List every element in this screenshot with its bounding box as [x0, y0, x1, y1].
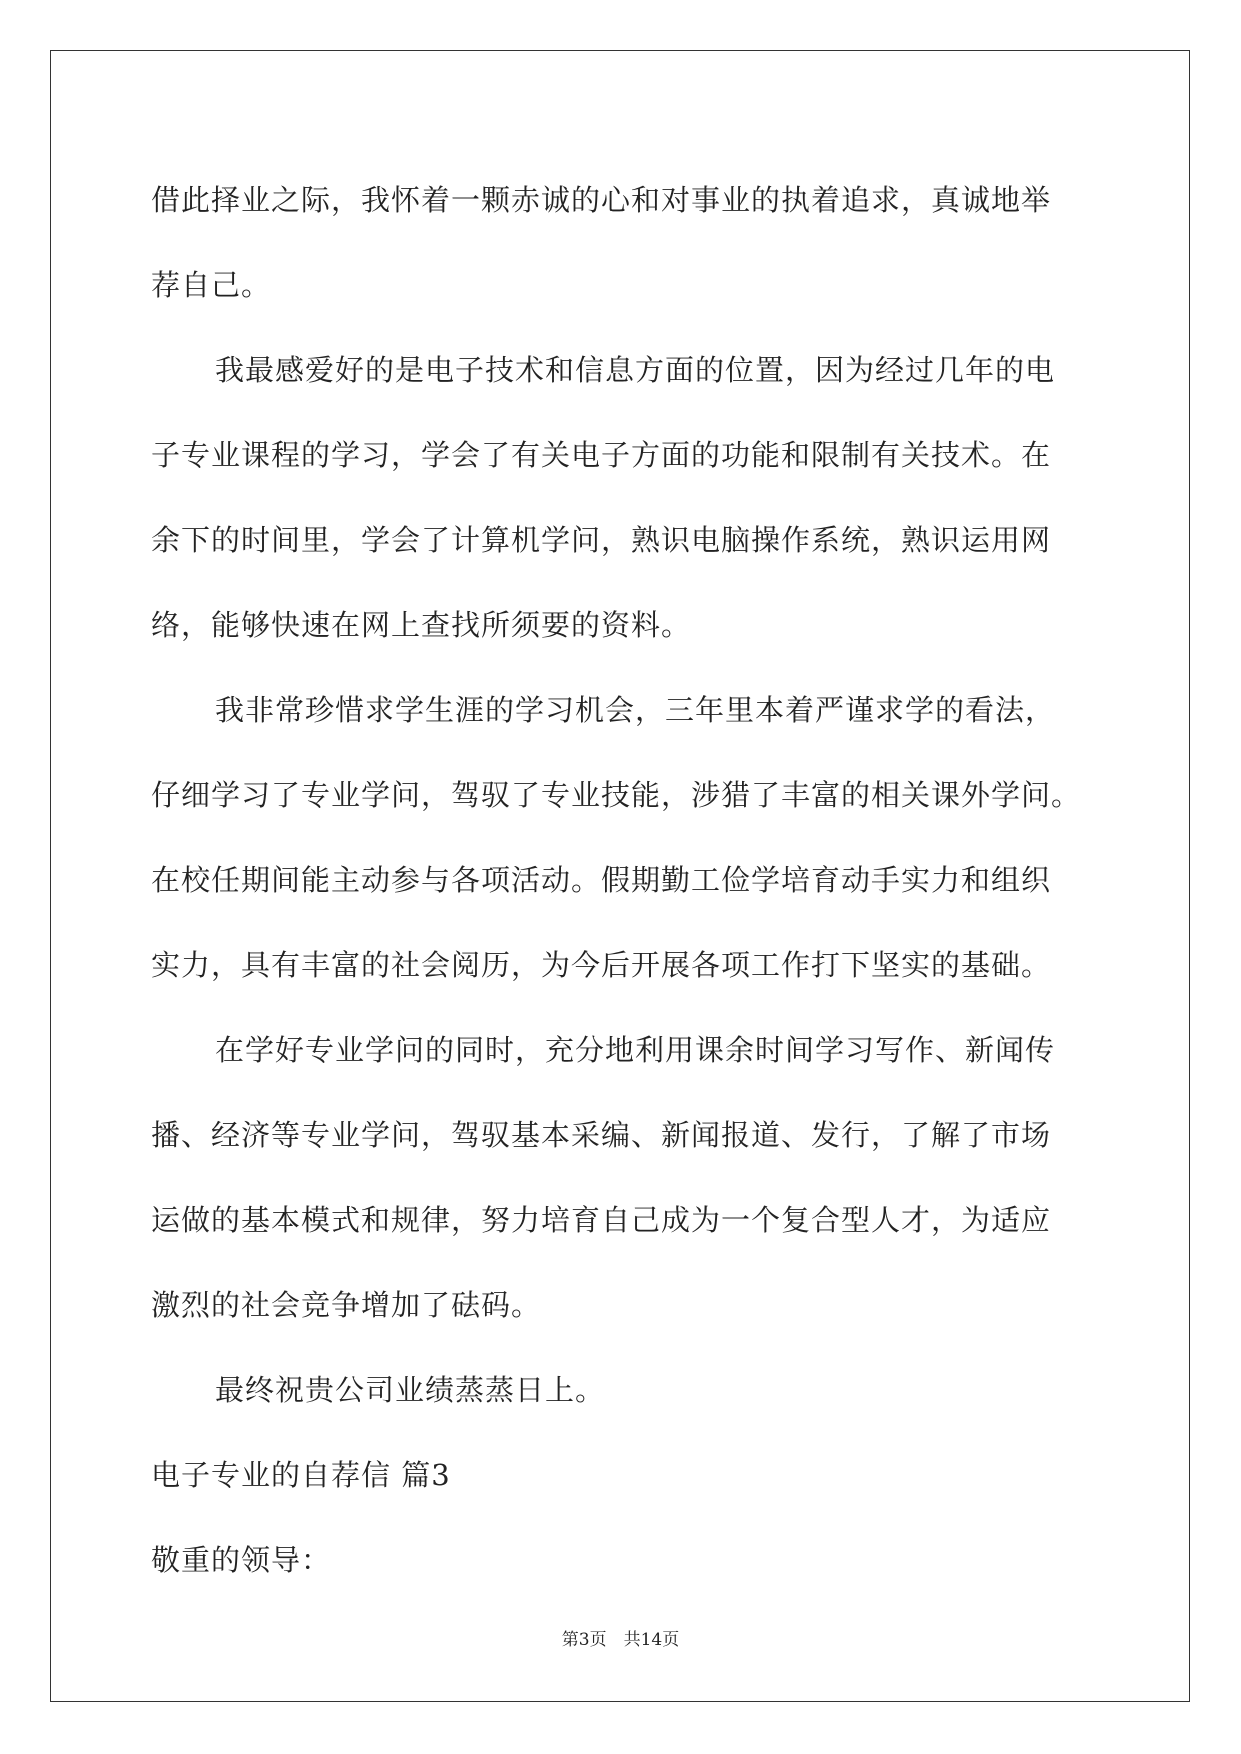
section-heading: 电子专业的自荐信 篇3 [151, 1458, 451, 1492]
salutation: 敬重的领导： [151, 1543, 332, 1577]
text-line: 在校任期间能主动参与各项活动。假期勤工俭学培育动手实力和组织 [151, 863, 1052, 897]
text-line: 荐自己。 [151, 268, 272, 302]
text-line: 子专业课程的学习，学会了有关电子方面的功能和限制有关技术。在 [151, 438, 1052, 472]
paragraph-first-line: 在学好专业学问的同时，充分地利用课余时间学习写作、新闻传 [215, 1033, 1056, 1067]
text-line: 仔细学习了专业学问，驾驭了专业技能，涉猎了丰富的相关课外学问。 [151, 778, 1082, 812]
text-line: 激烈的社会竞争增加了砝码。 [151, 1288, 542, 1322]
page-number: 第3页 共14页 [561, 1630, 680, 1650]
text-line: 运做的基本模式和规律，努力培育自己成为一个复合型人才，为适应 [151, 1203, 1052, 1237]
paragraph-first-line: 我最感爱好的是电子技术和信息方面的位置，因为经过几年的电 [215, 353, 1056, 387]
paragraph-first-line: 我非常珍惜求学生涯的学习机会，三年里本着严谨求学的看法， [215, 693, 1056, 727]
text-line: 借此择业之际，我怀着一颗赤诚的心和对事业的执着追求，真诚地举 [151, 183, 1052, 217]
text-line: 络，能够快速在网上查找所须要的资料。 [151, 608, 692, 642]
closing-wish: 最终祝贵公司业绩蒸蒸日上。 [215, 1373, 606, 1407]
text-line: 余下的时间里，学会了计算机学问，熟识电脑操作系统，熟识运用网 [151, 523, 1052, 557]
document-body [151, 158, 1111, 1603]
text-line: 实力，具有丰富的社会阅历，为今后开展各项工作打下坚实的基础。 [151, 948, 1052, 982]
text-line: 播、经济等专业学问，驾驭基本采编、新闻报道、发行，了解了市场 [151, 1118, 1052, 1152]
